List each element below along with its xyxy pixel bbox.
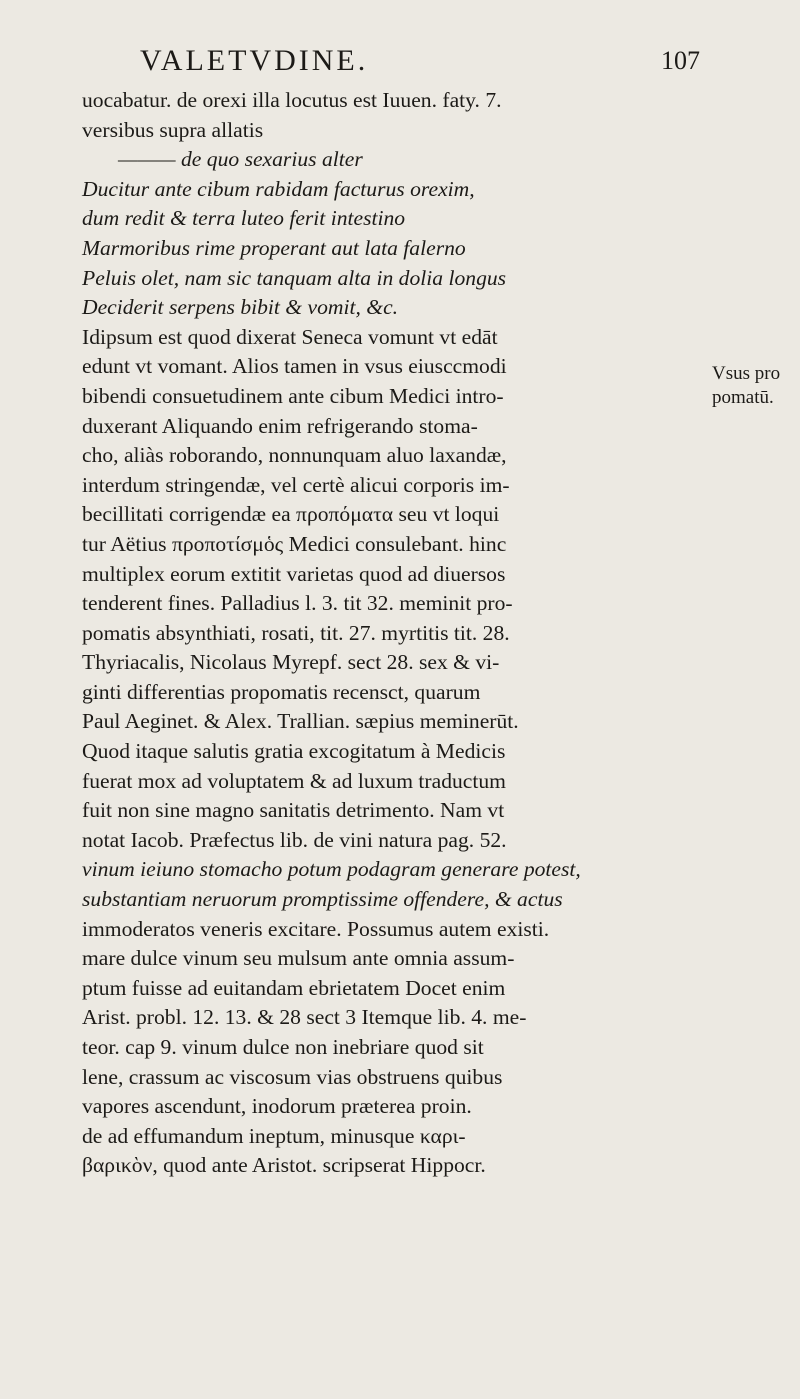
text-line: bibendi consuetudinem ante cibum Medici intro- [82, 383, 504, 408]
text-line: de ad effumandum ineptum, minusque καρι- [82, 1123, 466, 1148]
text-line: fuit non sine magno sanitatis detrimento. Nam vt [82, 798, 505, 823]
text-line: lene, crassum ac viscosum vias obstruens quibus [82, 1064, 503, 1089]
text-line: ——— de quo sexarius alter [118, 147, 363, 172]
text-line: Paul Aeginet. & Alex. Trallian. sæpius meminerūt. [82, 709, 519, 734]
margin-note-line: Vsus pro [712, 363, 781, 384]
page-header [120, 44, 700, 88]
text-line: Idipsum est quod dixerat Seneca vomunt vt edāt [82, 324, 498, 349]
text-line: fuerat mox ad voluptatem & ad luxum traductum [82, 768, 506, 793]
text-line: notat Iacob. Præfectus lib. de vini natura pag. 52. [82, 827, 507, 852]
text-line: vapores ascendunt, inodorum præterea proin. [82, 1094, 472, 1119]
text-line: substantiam neruorum promptissime offendere, & actus [82, 887, 563, 912]
text-line: becillitati corrigendæ ea προπόματα seu vt loqui [82, 502, 500, 527]
text-line: tur Aëtius προποτίσμὁς Medici consulebant. hinc [82, 531, 507, 556]
text-line: Ducitur ante cibum rabidam facturus orexim, [82, 176, 475, 201]
margin-note-line: pomatū. [712, 387, 774, 408]
page-number: 107 [661, 46, 700, 75]
text-line: ptum fuisse ad euitandam ebrietatem Docet enim [82, 975, 506, 1000]
text-line: teor. cap 9. vinum dulce non inebriare quod sit [82, 1035, 484, 1059]
text-line: Deciderit serpens bibit & vomit, &c. [82, 295, 399, 320]
text-line: duxerant Aliquando enim refrigerando stoma- [82, 413, 478, 438]
running-title: VALETVDINE. [140, 44, 369, 77]
text-line: cho, aliàs roborando, nonnunquam aluo laxandæ, [82, 443, 507, 468]
text-line: versibus supra allatis [82, 117, 264, 142]
text-line: vinum ieiuno stomacho potum podagram generare potest, [82, 857, 581, 882]
text-line: Peluis olet, nam sic tanquam alta in dolia longus [82, 265, 507, 290]
text-line: immoderatos veneris excitare. Possumus autem existi. [82, 916, 550, 941]
text-line: pomatis absynthiati, rosati, tit. 27. myrtitis tit. 28. [82, 620, 510, 645]
text-line: dum redit & terra luteo ferit intestino [82, 206, 406, 231]
text-line: multiplex eorum extitit varietas quod ad diuersos [82, 561, 506, 586]
text-line: Quod itaque salutis gratia excogitatum à Medicis [82, 739, 506, 764]
text-line: Arist. probl. 12. 13. & 28 sect 3 Itemque lib. 4. me- [82, 1005, 527, 1030]
text-line: uocabatur. de orexi illa locutus est Iuuen. faty. 7. [82, 88, 502, 112]
text-line: interdum stringendæ, vel certè alicui corporis im- [82, 472, 510, 497]
body-text [82, 86, 702, 1181]
text-line: edunt vt vomant. Alios tamen in vsus eiusccmodi [82, 354, 507, 379]
text-line: tenderent fines. Palladius l. 3. tit 32. meminit pro- [82, 591, 513, 616]
text-line: Marmoribus rime properant aut lata falerno [82, 235, 466, 260]
text-line: ginti differentias propomatis recensct, quarum [82, 679, 481, 704]
margin-note [712, 362, 796, 410]
text-line: mare dulce vinum seu mulsum ante omnia assum- [82, 946, 515, 971]
text-line: βαρικὸν, quod ante Aristot. scripserat Hippocr. [82, 1153, 486, 1178]
text-line: Thyriacalis, Nicolaus Myrepf. sect 28. sex & vi- [82, 650, 500, 675]
